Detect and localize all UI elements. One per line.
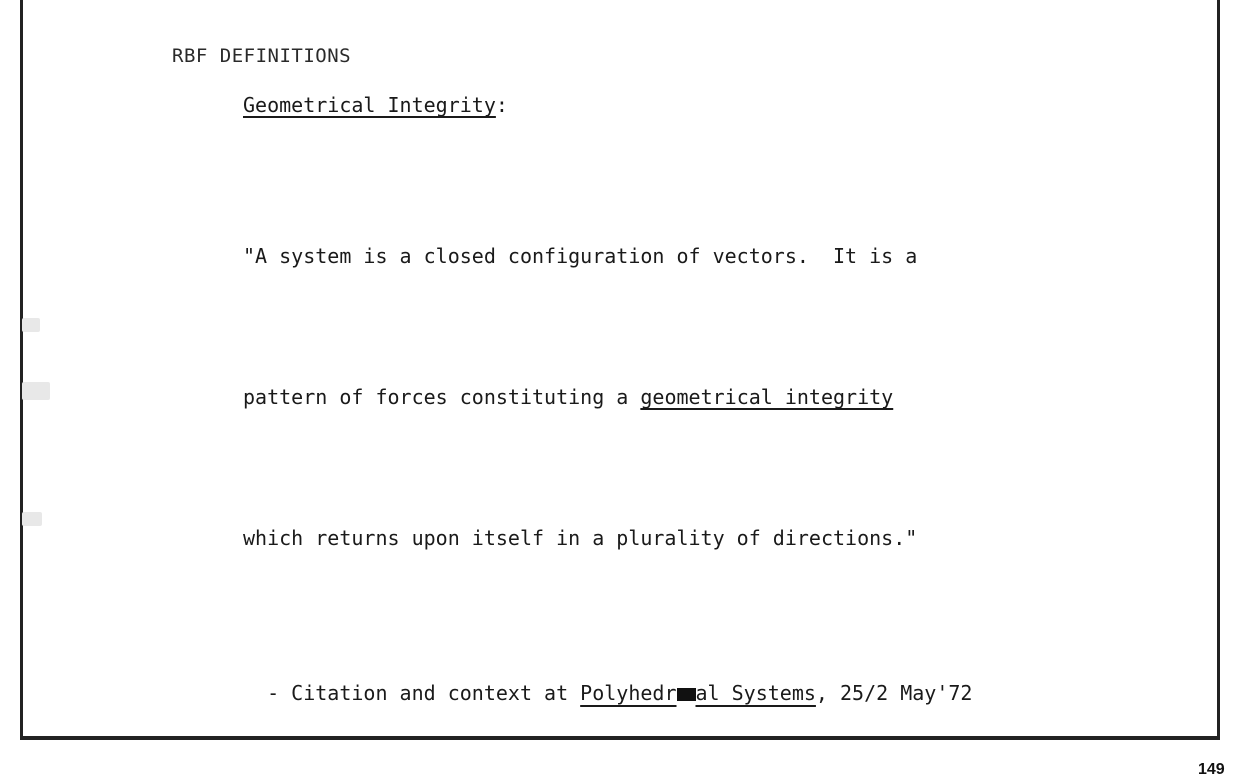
citation (243, 657, 972, 705)
scan-smudge (22, 318, 40, 332)
term-heading (243, 93, 508, 117)
page-number: 149 (1198, 761, 1225, 778)
citation-prefix: - Citation and context at (267, 681, 581, 705)
scan-smudge (22, 512, 42, 526)
quote-line-2 (243, 374, 917, 421)
term-name: Geometrical Integrity (243, 93, 496, 117)
citation-source (580, 681, 816, 705)
quote-line-3: which returns upon itself in a plurality of directions." (243, 526, 918, 550)
page-title: RBF DEFINITIONS (172, 45, 352, 67)
quote-underlined-term: geometrical integrity (640, 385, 894, 409)
redaction-mark (677, 688, 696, 701)
quote-line-2-text: pattern of forces constituting a (243, 385, 641, 409)
term-colon: : (495, 93, 508, 117)
citation-source-end: al Systems (695, 681, 816, 705)
quote-line-1: "A system is a closed configuration of vectors. It is a (243, 244, 918, 268)
definition-quote (243, 139, 917, 609)
citation-source-start: Polyhedr (580, 681, 677, 705)
scan-smudge (22, 382, 50, 400)
citation-date: , 25/2 May'72 (815, 681, 973, 705)
